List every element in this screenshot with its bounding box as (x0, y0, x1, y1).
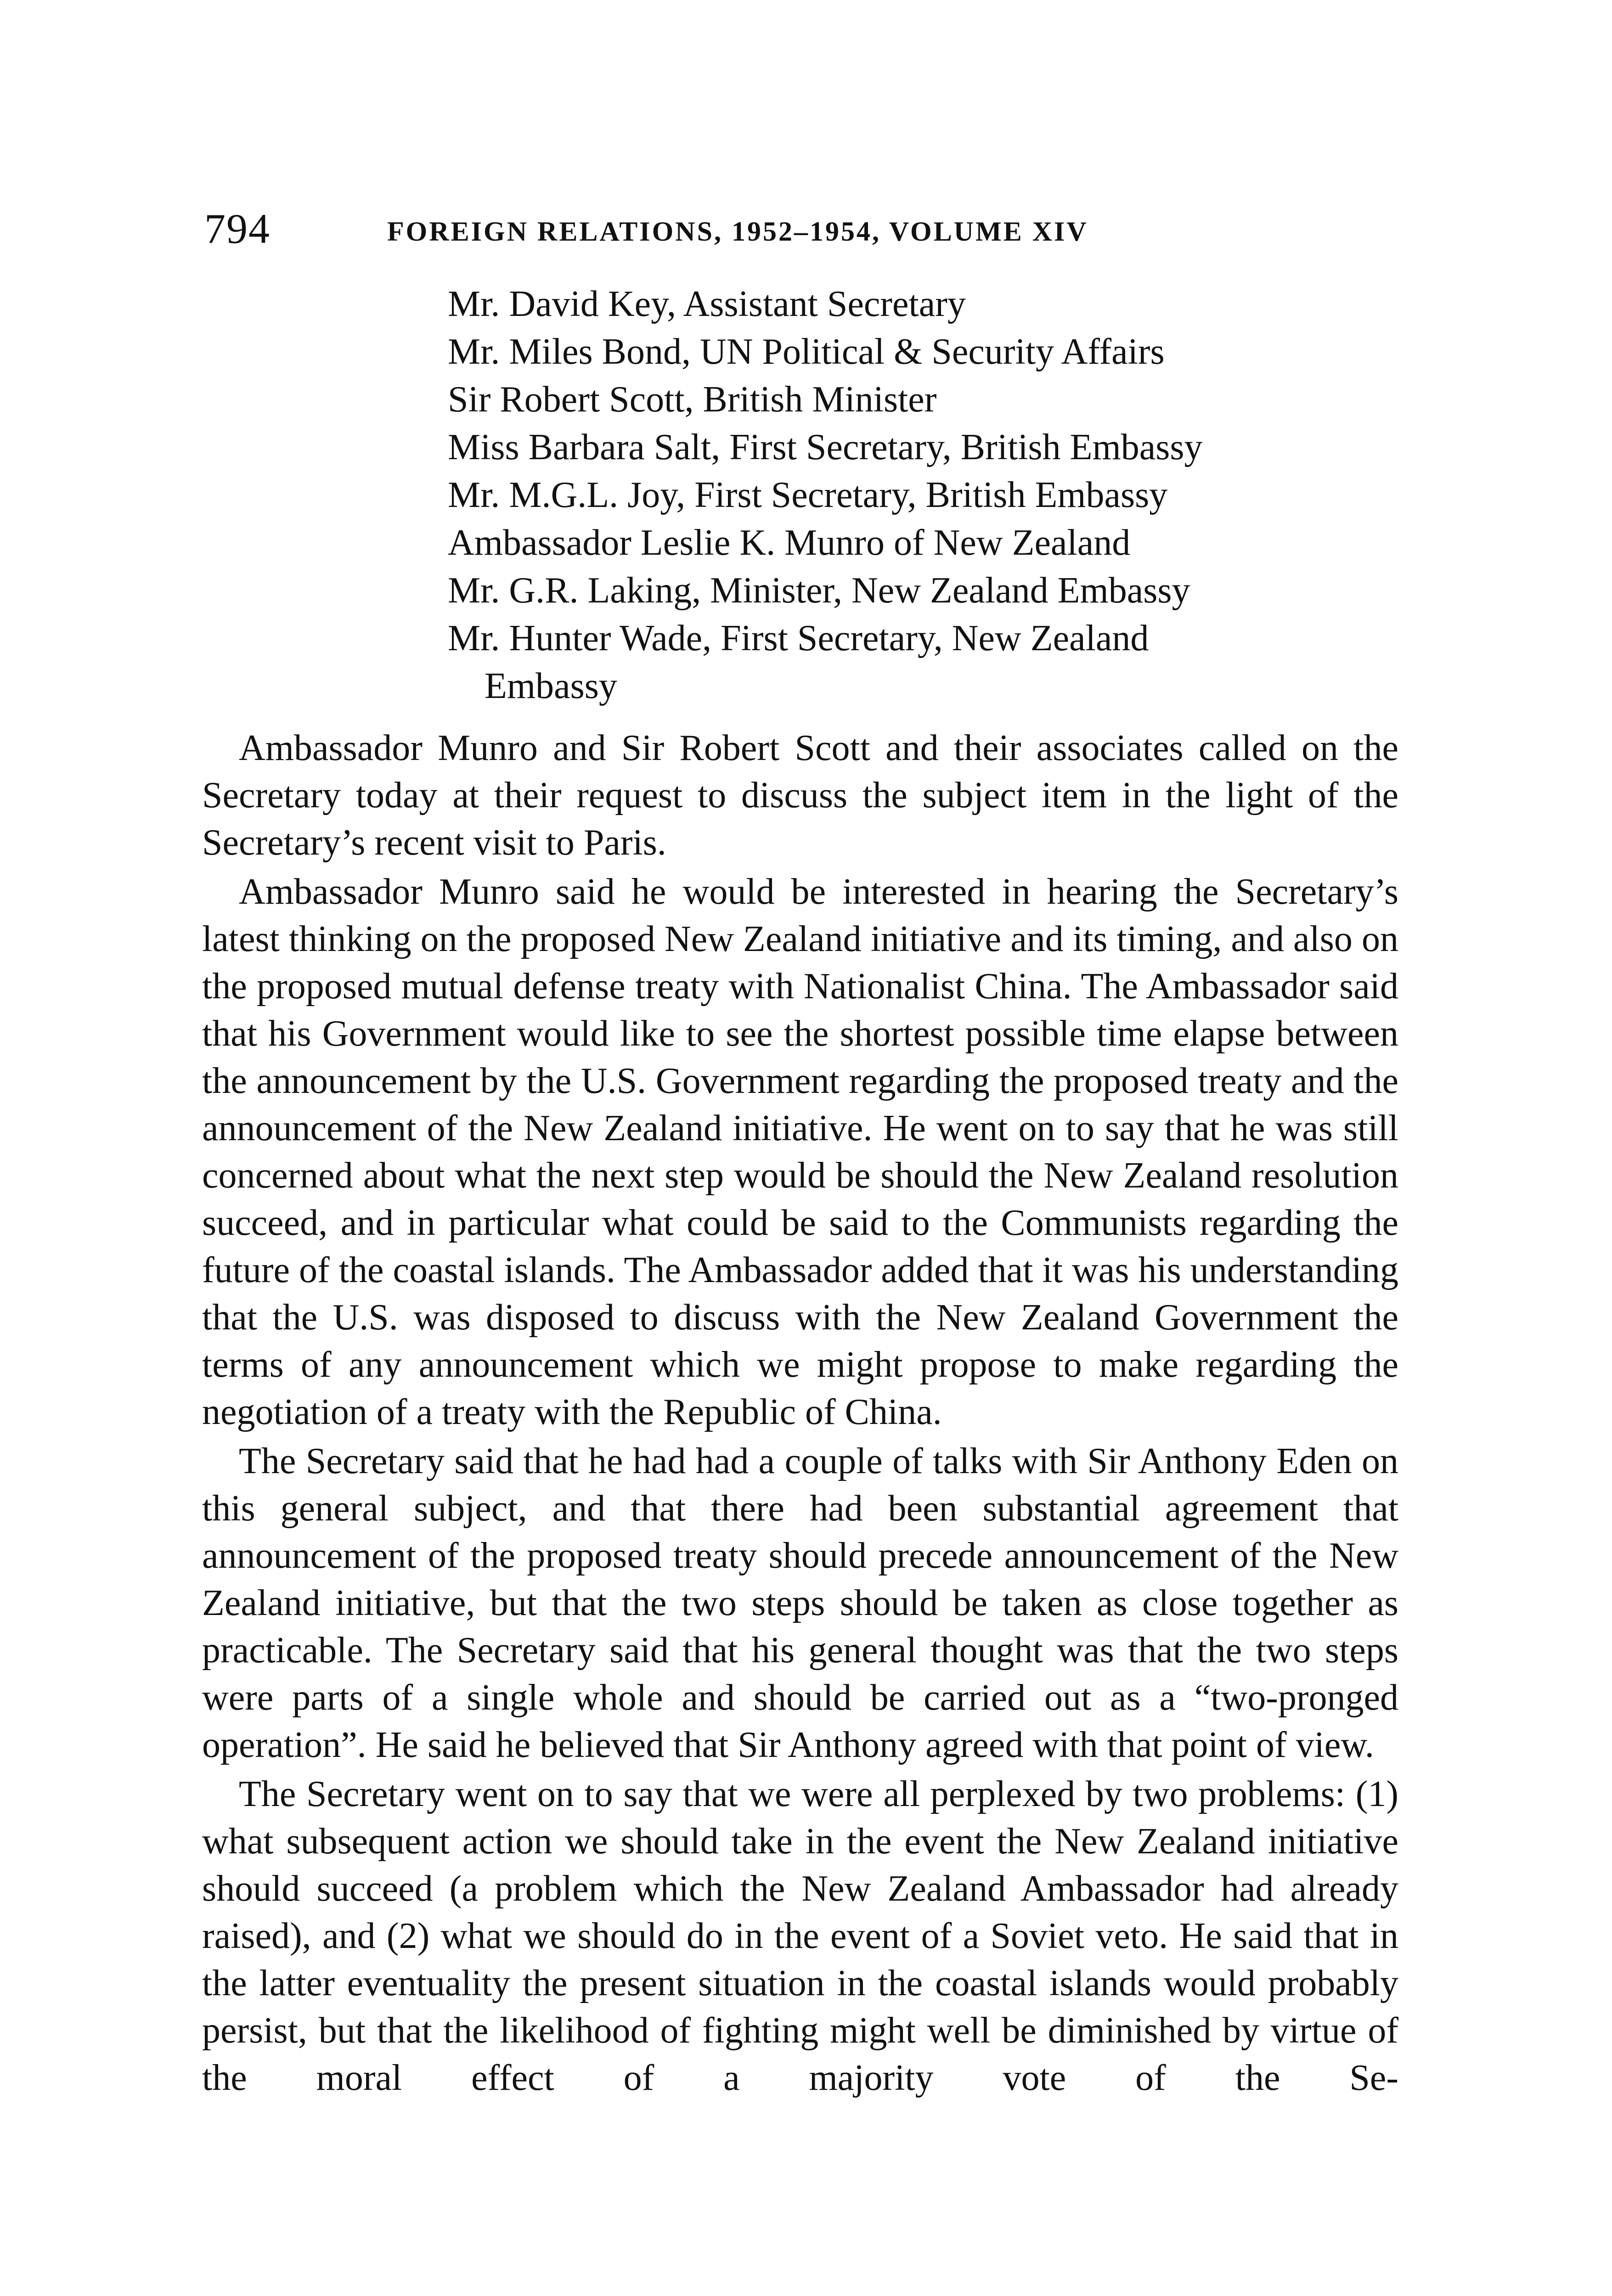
body-paragraph: The Secretary said that he had had a couple of talks with Sir Anthony Eden on this general subject, and that there had been substantial agreement that announcement of the proposed treaty should precede announcement of the New Zealand initiative, but that the two steps should be taken as close together as practicable. The Secretary said that his general thought was that the two steps were parts of a single whole and should be carried out as a “two-pronged operation”. He said he believed that Sir Anthony agreed with that point of view. (202, 1441, 1398, 1765)
participant-line: Miss Barbara Salt, First Secretary, British Embassy (448, 427, 1203, 467)
body-paragraph: The Secretary went on to say that we were all perplexed by two problems: (1) what subsequent action we should take in the event the New Zealand initiative should succeed (a problem which the New Zealand Ambassador had already raised), and (2) what we should do in the event of a Soviet veto. He said that in the latter eventuality the present situation in the coastal islands would probably persist, but that the likelihood of fighting might well be diminished by virtue of the moral effect of a majority vote of the Se- (202, 1774, 1398, 2098)
participant-line: Mr. M.G.L. Joy, First Secretary, British Embassy (448, 475, 1168, 515)
participant-line: Mr. G.R. Laking, Minister, New Zealand Embassy (448, 570, 1190, 611)
body-paragraph: Ambassador Munro said he would be interested in hearing the Secretary’s latest thinking on the proposed New Zealand initiative and its timing, and also on the proposed mutual defense treaty with Nationalist China. The Ambassador said that his Government would like to see the shortest possible time elapse between the announcement by the U.S. Government regarding the proposed treaty and the announcement of the New Zealand initiative. He went on to say that he was still concerned about what the next step would be should the New Zealand resolution succeed, and in particular what could be said to the Communists regarding the future of the coastal islands. The Ambassador added that it was his understanding that the U.S. was disposed to discuss with the New Zealand Government the terms of any announcement which we might propose to make regarding the negotiation of a treaty with the Republic of China. (202, 872, 1398, 1432)
page-header (204, 201, 1444, 256)
participant-line: Mr. Miles Bond, UN Political & Security Affairs (448, 332, 1165, 372)
participant-line: Ambassador Leslie K. Munro of New Zealand (448, 523, 1131, 563)
running-head: FOREIGN RELATIONS, 1952–1954, VOLUME XIV (387, 216, 1088, 247)
participant-line: Mr. David Key, Assistant Secretary (448, 284, 966, 324)
body-paragraph: Ambassador Munro and Sir Robert Scott and their associates called on the Secretary today at their request to discuss the subject item in the light of the Secretary’s recent visit to Paris. (202, 728, 1398, 863)
participant-line: Mr. Hunter Wade, First Secretary, New Zealand (448, 618, 1149, 658)
participant-line-continuation: Embassy (485, 666, 617, 706)
memo-body (202, 725, 1398, 2104)
participants-list (448, 280, 1435, 710)
page-number: 794 (204, 205, 271, 252)
participant-line: Sir Robert Scott, British Minister (448, 379, 937, 420)
